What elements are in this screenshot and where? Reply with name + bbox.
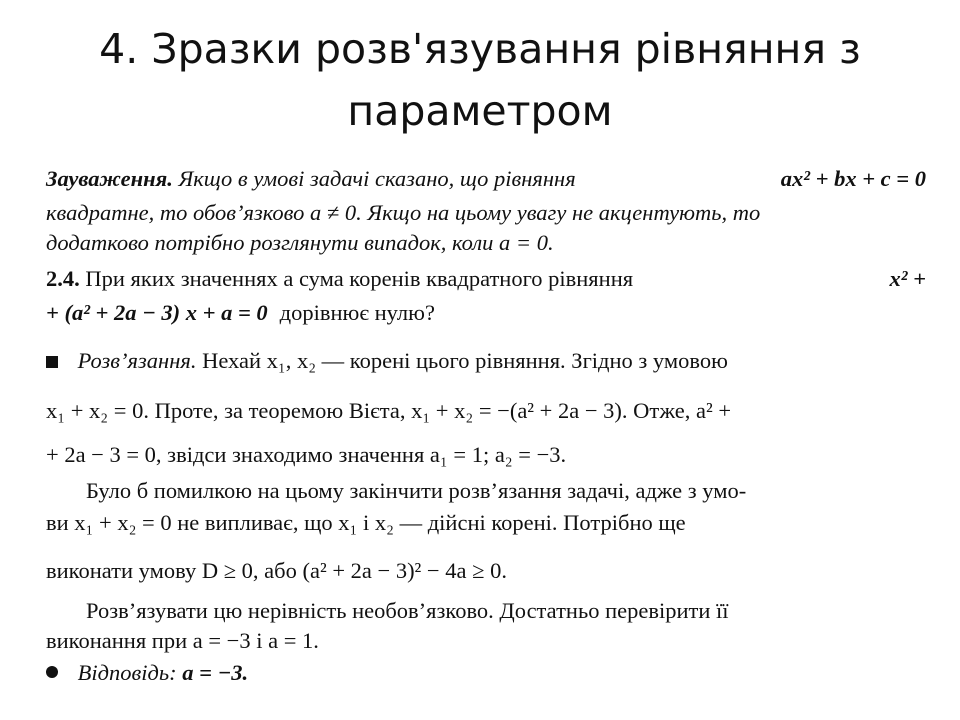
slide-title-line-1: 4. Зразки розв'язування рівняння з [99,25,861,73]
solution-line-1 [46,348,926,374]
para2-line-3 [46,558,926,584]
problem-line-2-text: дорівнює нулю? [279,300,435,325]
para3-line-2-text: виконання при a = −3 і a = 1. [46,628,319,653]
para3-line-1 [46,598,926,624]
note-label: Зауваження. [46,166,173,191]
square-bullet-icon [46,356,58,368]
note-line-3-text: додатково потрібно розглянути випадок, коли a = 0. [46,230,554,255]
para2-line-3-text: виконати умову D ≥ 0, або (a² + 2a − 3)² − 4a ≥ 0. [46,558,507,583]
answer-value: a = −3. [182,660,249,685]
solution-line-1-text: Нехай x₁, x₂ — корені цього рівняння. Згідно з умовою [202,348,728,373]
round-bullet-icon [46,666,58,678]
note-line-1-text: Якщо в умові задачі сказано, що рівняння [178,166,576,191]
problem-line-1 [46,266,926,292]
note-line-2 [46,200,926,226]
problem-line-1-text: При яких значеннях a сума коренів квадратного рівняння [85,266,634,291]
para3-line-1-text: Розв’язувати цю нерівність необов’язково. Достатньо перевірити її [86,598,729,623]
answer-line [46,660,248,686]
problem-number: 2.4. [46,266,80,291]
note-line-1 [46,166,926,192]
solution-line-3-text: + 2a − 3 = 0, звідси знаходимо значення a₁ = 1; a₂ = −3. [46,442,567,467]
para3-line-2 [46,628,926,654]
para2-line-2-text: ви x₁ + x₂ = 0 не випливає, що x₁ і x₂ — дійсні корені. Потрібно ще [46,510,686,535]
note-line-2-text: квадратне, то обов’язково a ≠ 0. Якщо на цьому увагу не акцентують, то [46,200,761,225]
slide-title [0,18,960,142]
solution-label: Розв’язання. [77,348,197,373]
para2-line-1-text: Було б помилкою на цьому закінчити розв’язання задачі, адже з умо- [86,478,747,503]
solution-line-2-text: x₁ + x₂ = 0. Проте, за теоремою Вієта, x₁ + x₂ = −(a² + 2a − 3). Отже, a² + [46,398,732,423]
slide-title-line-2: параметром [347,87,613,135]
para2-line-2 [46,510,926,536]
solution-line-3 [46,442,926,468]
problem-line-2 [46,300,435,326]
solution-line-2 [46,398,926,424]
problem-equation: + (a² + 2a − 3) x + a = 0 [46,300,268,325]
para2-line-1 [46,478,926,504]
note-line-3 [46,230,926,256]
problem-line-1-formula: x² + [889,266,926,291]
note-formula: ax² + bx + c = 0 [780,166,926,191]
answer-label: Відповідь: [77,660,177,685]
